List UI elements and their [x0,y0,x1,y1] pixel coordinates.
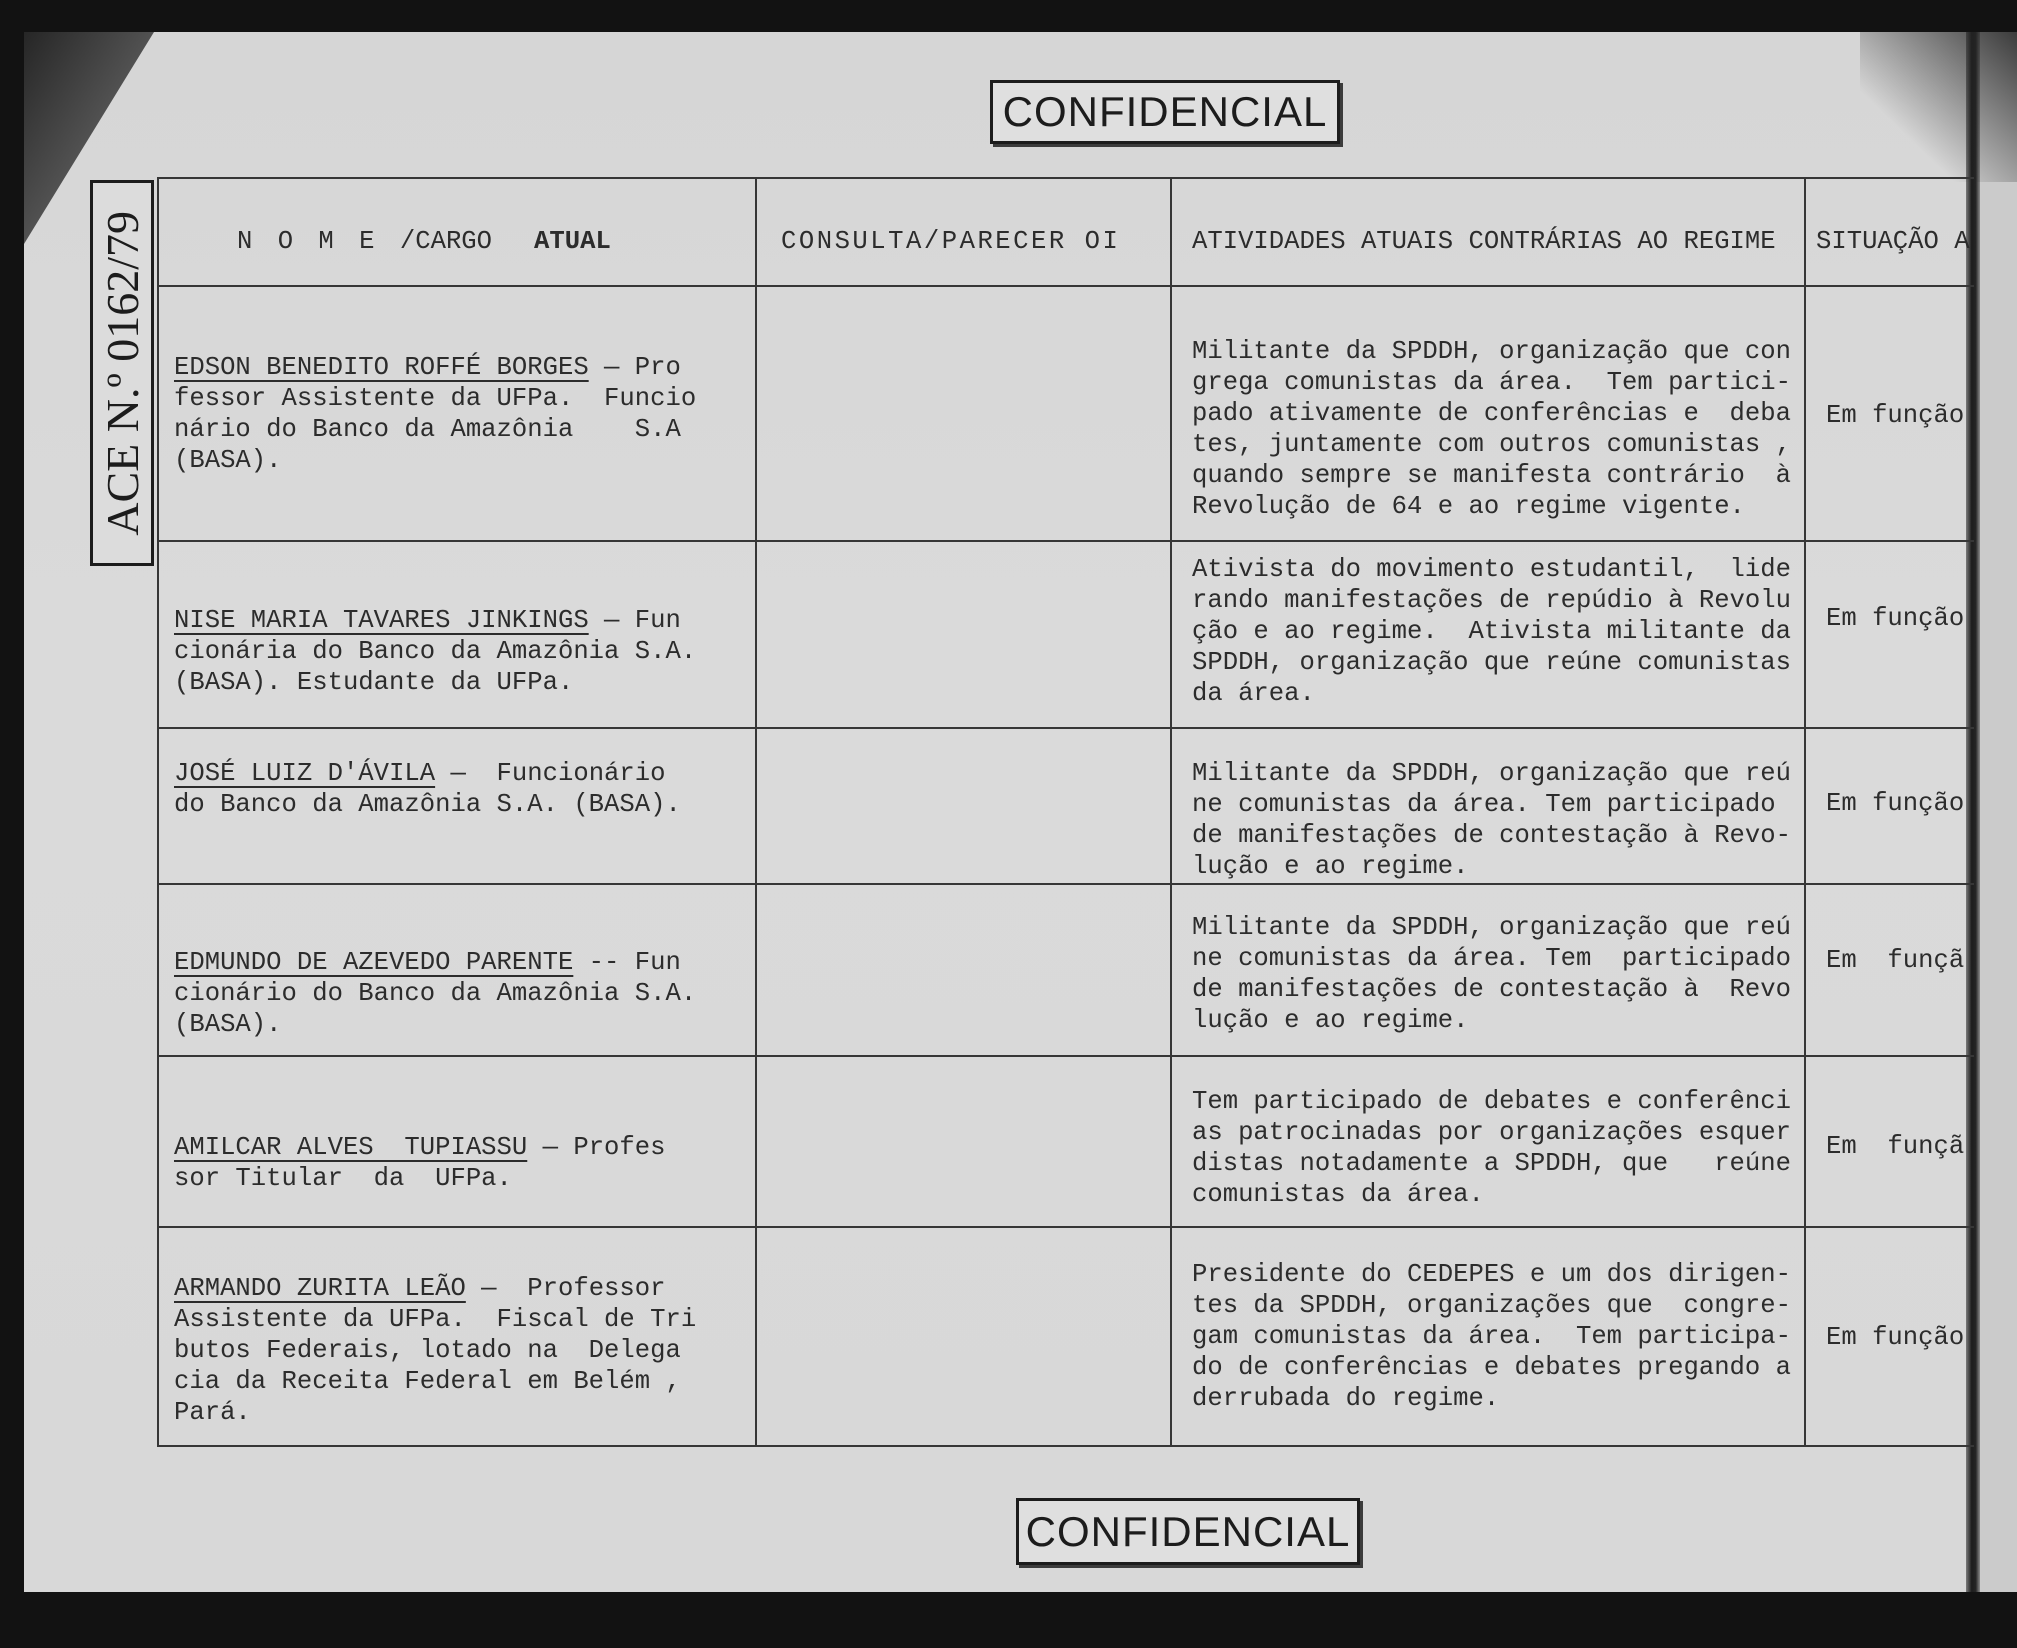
row-2-atividades-cell [1172,542,1806,729]
row-6-atividades-cell [1172,1228,1806,1447]
ace-number-text: ACE N.º 0162/79 [96,210,148,536]
cargo-text: — Funcionário [435,759,666,788]
situacao-text: Em funçã [1826,946,1965,975]
confidential-stamp-top [990,80,1340,144]
person-name: NISE MARIA TAVARES JINKINGS [174,606,589,635]
situacao-text: Em funçã [1826,1132,1965,1161]
situacao-text: Em função [1826,1323,1965,1352]
row-5-consulta-cell [757,1057,1172,1228]
atividades-line: tes, juntamente com outros comunistas , [1192,430,1791,459]
person-name: AMILCAR ALVES TUPIASSU [174,1133,528,1162]
nome-cargo-line [174,1273,755,1304]
cargo-text: — Fun [588,606,681,635]
atividades-line: Revolução de 64 e ao regime vigente. [1192,492,1745,521]
row-3-atividades-cell [1172,729,1806,885]
cargo-line: cia da Receita Federal em Belém , [174,1367,681,1396]
person-name: JOSÉ LUIZ D'ÁVILA [174,759,436,788]
row-6-nome-cargo-cell [159,1228,757,1447]
atividades-line: SPDDH, organização que reúne comunistas [1192,648,1791,677]
cargo-line: Assistente da UFPa. Fiscal de Tri [174,1305,697,1334]
header-atividades-label: ATIVIDADES ATUAIS CONTRÁRIAS AO REGIME [1192,227,1776,256]
atividades-line: quando sempre se manifesta contrário à [1192,461,1791,490]
confidential-stamp-text: CONFIDENCIAL [1002,88,1328,135]
atividades-line: as patrocinadas por organizações esquer [1192,1118,1791,1147]
atividades-line: do de conferências e debates pregando a [1192,1353,1791,1382]
row-6-consulta-cell [757,1228,1172,1447]
situacao-text: Em função [1826,401,1965,430]
nome-cargo-line [174,1132,755,1163]
header-nome-cargo [159,179,757,287]
records-table [157,177,1974,1447]
atividades-line: gam comunistas da área. Tem participa- [1192,1322,1791,1351]
row-4-consulta-cell [757,885,1172,1057]
cargo-text: — Professor [465,1274,666,1303]
atividades-line: de manifestações de contestação à Revo [1192,975,1791,1004]
atividades-line: Militante da SPDDH, organização que con [1192,337,1791,366]
corner-shadow-top-right [1860,32,2017,182]
row-3-nome-cargo-cell [159,729,757,885]
person-name: EDMUNDO DE AZEVEDO PARENTE [174,948,574,977]
header-consulta-label: CONSULTA/PARECER OI [781,227,1121,256]
atividades-line: rando manifestações de repúdio à Revolu [1192,586,1791,615]
header-situacao-label: SITUAÇÃO A [1816,227,1970,256]
atividades-line: grega comunistas da área. Tem partici- [1192,368,1791,397]
nome-cargo-line [174,605,755,636]
cargo-line: do Banco da Amazônia S.A. (BASA). [174,790,681,819]
cargo-line: (BASA). [174,446,282,475]
row-4-nome-cargo-cell [159,885,757,1057]
situacao-text: Em função [1826,789,1965,818]
header-situacao [1806,179,1974,287]
confidential-stamp-bottom [1016,1498,1360,1565]
header-nome-cargo-label [237,226,755,257]
header-consulta [757,179,1172,287]
row-1-atividades-cell [1172,287,1806,542]
confidential-stamp-text: CONFIDENCIAL [1025,1507,1351,1555]
atividades-line: lução e ao regime. [1192,852,1469,881]
row-5-atividades-cell [1172,1057,1806,1228]
cargo-line: nário do Banco da Amazônia S.A [174,415,681,444]
atividades-line: Militante da SPDDH, organização que reú [1192,759,1791,788]
person-name: ARMANDO ZURITA LEÃO [174,1274,466,1303]
atividades-line: Ativista do movimento estudantil, lide [1192,555,1791,584]
atividades-line: tes da SPDDH, organizações que congre- [1192,1291,1791,1320]
cargo-text: -- Fun [573,948,681,977]
atividades-line: comunistas da área. [1192,1180,1484,1209]
row-1-nome-cargo-cell [159,287,757,542]
ace-number-stamp [90,180,154,566]
atividades-line: de manifestações de contestação à Revo- [1192,821,1791,850]
header-nome-text: N O M E /CARGO [237,227,493,256]
cargo-line: sor Titular da UFPa. [174,1164,512,1193]
cargo-line: cionária do Banco da Amazônia S.A. [174,637,697,666]
row-2-consulta-cell [757,542,1172,729]
cargo-line: fessor Assistente da UFPa. Funcio [174,384,697,413]
atividades-line: pado ativamente de conferências e deba [1192,399,1791,428]
row-5-nome-cargo-cell [159,1057,757,1228]
row-1-consulta-cell [757,287,1172,542]
row-4-atividades-cell [1172,885,1806,1057]
situacao-text: Em função [1826,604,1965,633]
cargo-line: Pará. [174,1398,251,1427]
atividades-line: ne comunistas da área. Tem participado [1192,790,1776,819]
atividades-line: ção e ao regime. Ativista militante da [1192,617,1791,646]
person-name: EDSON BENEDITO ROFFÉ BORGES [174,353,589,382]
row-3-situacao-cell [1806,729,1974,885]
atividades-line: Tem participado de debates e conferênci [1192,1087,1791,1116]
header-atual-text: ATUAL [534,227,611,256]
row-4-situacao-cell [1806,885,1974,1057]
atividades-line: distas notadamente a SPDDH, que reúne [1192,1149,1791,1178]
atividades-line: ne comunistas da área. Tem participado [1192,944,1791,973]
atividades-line: lução e ao regime. [1192,1006,1469,1035]
atividades-line: derrubada do regime. [1192,1384,1500,1413]
row-2-nome-cargo-cell [159,542,757,729]
row-5-situacao-cell [1806,1057,1974,1228]
row-6-situacao-cell [1806,1228,1974,1447]
cargo-line: (BASA). [174,1010,282,1039]
atividades-line: Presidente do CEDEPES e um dos dirigen- [1192,1260,1791,1289]
nome-cargo-line [174,758,755,789]
header-atividades [1172,179,1806,287]
atividades-line: Militante da SPDDH, organização que reú [1192,913,1791,942]
row-1-situacao-cell [1806,287,1974,542]
adjacent-sheet-strip [1980,32,2017,1592]
cargo-line: cionário do Banco da Amazônia S.A. [174,979,697,1008]
cargo-line: (BASA). Estudante da UFPa. [174,668,574,697]
atividades-line: da área. [1192,679,1315,708]
row-3-consulta-cell [757,729,1172,885]
cargo-text: — Pro [588,353,681,382]
cargo-text: — Profes [527,1133,666,1162]
cargo-line: butos Federais, lotado na Delega [174,1336,681,1365]
nome-cargo-line [174,352,755,383]
nome-cargo-line [174,947,755,978]
row-2-situacao-cell [1806,542,1974,729]
